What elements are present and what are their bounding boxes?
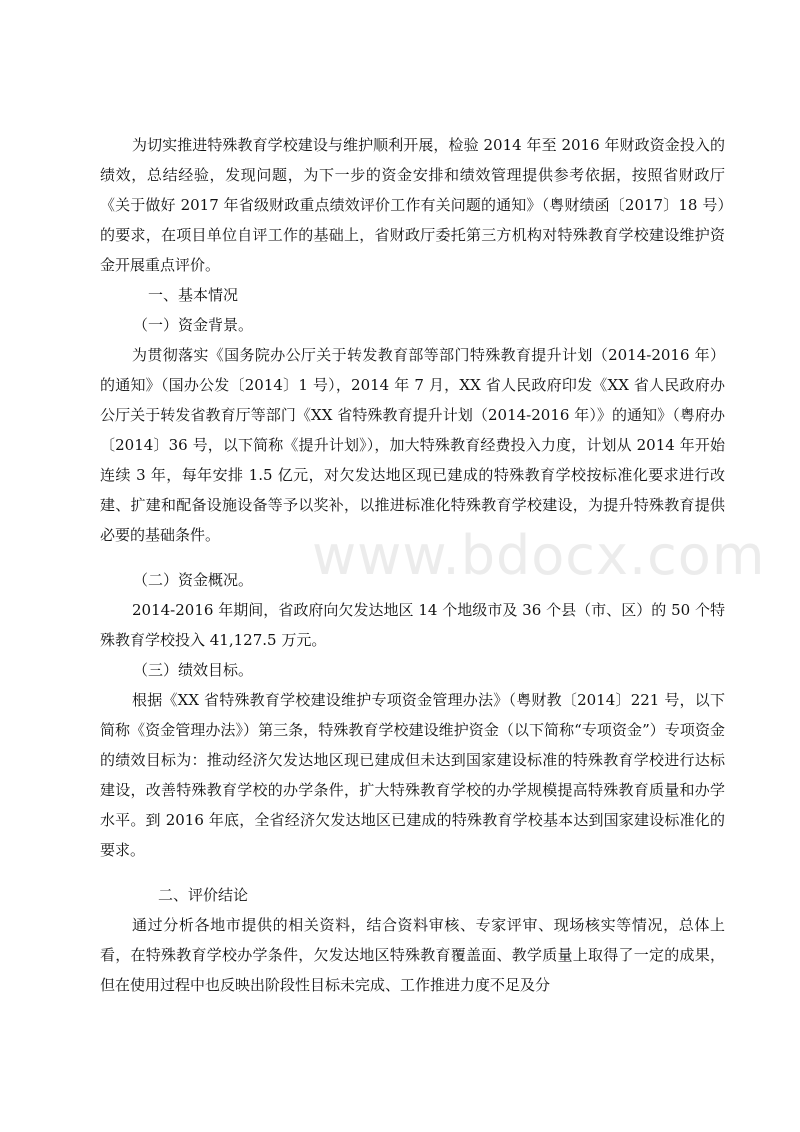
fund-overview-paragraph: 2014-2016 年期间，省政府向欠发达地区 14 个地级市及 36 个县（市、区）的 50 个特殊教育学校投入 41,127.5 万元。	[100, 601, 725, 649]
watermark: www.bdocx.com	[312, 524, 766, 587]
intro-paragraph: 为切实推进特殊教育学校建设与维护顺利开展，检验 2014 年至 2016 年财政资金投入的绩效，总结经验，发现问题，为下一步的资金安排和绩效管理提供参考依据，按照省财政厅《关于做好 2017 年省级财政重点绩效评价工作有关问题的通知》（粤财绩函〔2017〕18 号）的要求，在项目单位自评工作的基础上，省财政厅委托第三方机构对特殊教育学校建设维护资金开展重点评价。	[100, 136, 725, 274]
section-heading-conclusion: 二、评价结论	[158, 886, 249, 904]
subheading-performance-target: （三）绩效目标。	[133, 661, 254, 679]
performance-target-paragraph: 根据《XX 省特殊教育学校建设维护专项资金管理办法》（粤财教〔2014〕221 号，以下简称《资金管理办法》）第三条，特殊教育学校建设维护资金（以下简称“专项资金”）专项资金的绩效目标为：推动经济欠发达地区现已建成但未达到国家建设标准的特殊教育学校进行达标建设，改善特殊教育学校的办学条件，扩大特殊教育学校的办学规模提高特殊教育质量和办学水平。到 2016 年底，全省经济欠发达地区已建成的特殊教育学校基本达到国家建设标准化的要求。	[100, 691, 725, 859]
subheading-fund-overview: （二）资金概况。	[133, 571, 254, 589]
section-heading-basic: 一、基本情况	[148, 286, 239, 304]
subheading-fund-background: （一）资金背景。	[133, 316, 254, 334]
conclusion-paragraph: 通过分析各地市提供的相关资料，结合资料审核、专家评审、现场核实等情况，总体上看，在特殊教育学校办学条件，欠发达地区特殊教育覆盖面、教学质量上取得了一定的成果，但在使用过程中也反映出阶段性目标未完成、工作推进力度不足及分	[100, 916, 725, 994]
fund-background-paragraph: 为贯彻落实《国务院办公厅关于转发教育部等部门特殊教育提升计划（2014-2016 年）的通知》（国办公发〔2014〕1 号），2014 年 7 月，XX 省人民政府印发《XX 省人民政府办公厅关于转发省教育厅等部门《XX 省特殊教育提升计划（2014-2016 年）》的通知》（粤府办〔2014〕36 号，以下简称《提升计划》），加大特殊教育经费投入力度，计划从 2014 年开始连续 3 年，每年安排 1.5 亿元，对欠发达地区现已建成的特殊教育学校按标准化要求进行改建、扩建和配备设施设备等予以奖补，以推进标准化特殊教育学校建设，为提升特殊教育提供必要的基础条件。	[100, 346, 725, 544]
